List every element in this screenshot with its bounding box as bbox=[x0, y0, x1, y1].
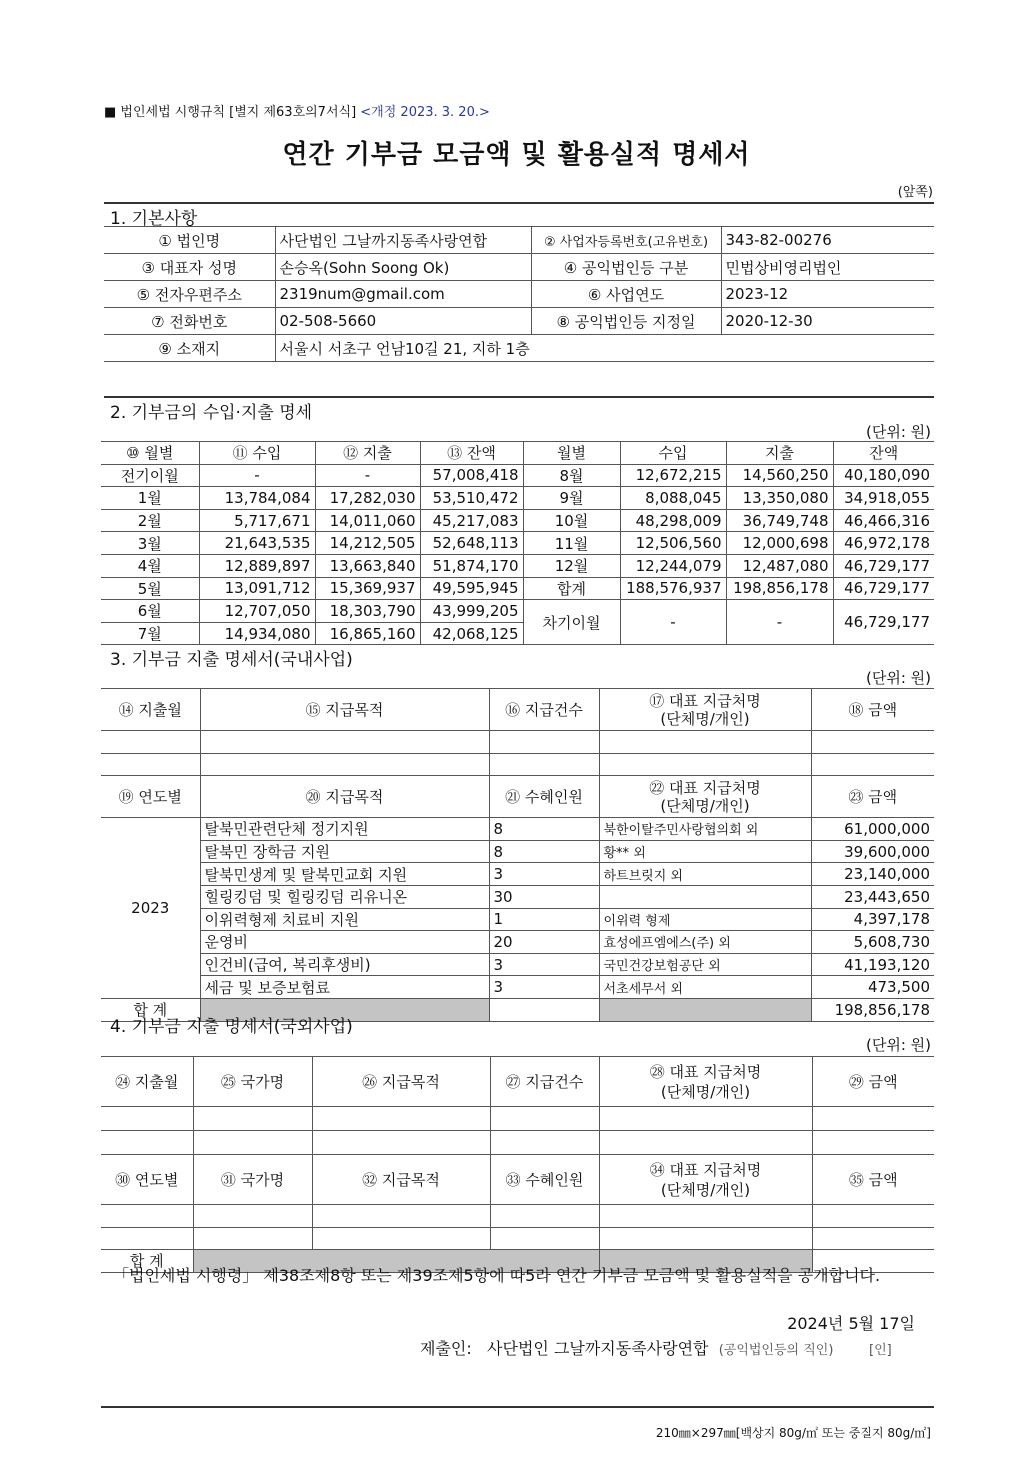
header-line: (단체명/개인) bbox=[660, 796, 750, 815]
table-row bbox=[101, 487, 934, 510]
table-header-row bbox=[101, 776, 934, 818]
column-header: ⑭ 지출월 bbox=[101, 689, 200, 731]
header-line: (단체명/개인) bbox=[660, 1180, 751, 1199]
income-expense-table bbox=[101, 441, 934, 645]
count-cell: 8 bbox=[489, 840, 599, 863]
table-row bbox=[101, 818, 934, 841]
recipient-cell: 북한이탈주민사랑협의회 외 bbox=[599, 818, 811, 841]
field-value: 343-82-00276 bbox=[721, 227, 934, 254]
domestic-expense-table bbox=[101, 688, 934, 1022]
table-cell: - bbox=[199, 464, 315, 487]
carry-cell: 차기이월 bbox=[523, 600, 620, 645]
table-header-row bbox=[101, 689, 934, 731]
field-value: 02-508-5660 bbox=[275, 308, 531, 335]
purpose-cell: 탈북민관련단체 정기지원 bbox=[200, 818, 489, 841]
amount-cell: 23,140,000 bbox=[811, 863, 934, 886]
table-cell: 12,672,215 bbox=[620, 464, 726, 487]
section-domestic-title: 3. 기부금 지출 명세서(국내사업) bbox=[110, 650, 353, 670]
table-row bbox=[101, 953, 934, 976]
table-cell: 14,011,060 bbox=[315, 509, 420, 532]
empty-cell bbox=[599, 731, 811, 754]
table-cell: 12,244,079 bbox=[620, 554, 726, 577]
recipient-cell: 서초세무서 외 bbox=[599, 976, 811, 999]
table-cell: 49,595,945 bbox=[420, 577, 523, 600]
empty-cell bbox=[490, 1205, 599, 1228]
total-amount: 198,856,178 bbox=[811, 998, 934, 1021]
amount-cell: 23,443,650 bbox=[811, 885, 934, 908]
column-header: 수입 bbox=[620, 442, 726, 465]
empty-cell bbox=[490, 1107, 599, 1131]
empty-cell bbox=[101, 1227, 193, 1250]
table-cell: 12,487,080 bbox=[726, 554, 833, 577]
column-header bbox=[599, 689, 811, 731]
table-cell: 13,784,084 bbox=[199, 487, 315, 510]
amount-cell: 41,193,120 bbox=[811, 953, 934, 976]
empty-cell bbox=[101, 1205, 193, 1228]
submission-date: 2024년 5월 17일 bbox=[787, 1314, 915, 1333]
table-cell: 198,856,178 bbox=[726, 577, 833, 600]
closing-statement: 「법인세법 시행령」 제38조제8항 또는 제39조제5항에 따5라 연간 기부금 모금액 및 활용실적을 공개합니다. bbox=[113, 1266, 881, 1285]
basic-info-row bbox=[104, 281, 934, 308]
amount-cell: 39,600,000 bbox=[811, 840, 934, 863]
table-cell: 51,874,170 bbox=[420, 554, 523, 577]
column-header: ㉗ 지급건수 bbox=[490, 1057, 599, 1107]
purpose-cell: 세금 및 보증보험료 bbox=[200, 976, 489, 999]
section-rule bbox=[104, 202, 934, 204]
empty-cell bbox=[490, 1131, 599, 1155]
column-header: ⑯ 지급건수 bbox=[489, 689, 599, 731]
empty-cell bbox=[489, 998, 599, 1021]
table-row bbox=[101, 600, 934, 623]
submitter: 제출인: 사단법인 그날까지동족사랑연합 (공익법인등의 직인) [인] bbox=[420, 1339, 892, 1358]
field-label: ⑦ 전화번호 bbox=[104, 308, 275, 335]
empty-cell bbox=[200, 753, 489, 776]
table-cell: 21,643,535 bbox=[199, 532, 315, 555]
purpose-cell: 탈북민 장학금 지원 bbox=[200, 840, 489, 863]
unit-label: (단위: 원) bbox=[866, 669, 931, 687]
table-cell: 8월 bbox=[523, 464, 620, 487]
empty-cell bbox=[812, 1227, 934, 1250]
table-cell: 13,091,712 bbox=[199, 577, 315, 600]
table-row bbox=[101, 863, 934, 886]
empty-row bbox=[101, 731, 934, 754]
column-header: ㉟ 금액 bbox=[812, 1155, 934, 1205]
table-cell: 52,648,113 bbox=[420, 532, 523, 555]
empty-cell bbox=[312, 1107, 490, 1131]
table-cell: 13,350,080 bbox=[726, 487, 833, 510]
empty-cell bbox=[811, 753, 934, 776]
purpose-cell: 힐링킹덤 및 힐링킹덤 리유니온 bbox=[200, 885, 489, 908]
overseas-expense-table bbox=[101, 1056, 934, 1273]
amount-cell: 5,608,730 bbox=[811, 931, 934, 954]
column-header: 지출 bbox=[726, 442, 833, 465]
unit-label: (단위: 원) bbox=[866, 423, 931, 441]
table-cell: 12,506,560 bbox=[620, 532, 726, 555]
column-header bbox=[599, 1155, 812, 1205]
empty-cell bbox=[101, 753, 200, 776]
header-line: (단체명/개인) bbox=[660, 1082, 751, 1101]
table-cell: 57,008,418 bbox=[420, 464, 523, 487]
section-income-title: 2. 기부금의 수입·지출 명세 bbox=[110, 403, 313, 423]
form-reference: ■ 법인세법 시행규칙 [별지 제63호의7서식] <개정 2023. 3. 20.> bbox=[104, 105, 490, 120]
field-label: ⑥ 사업연도 bbox=[531, 281, 721, 308]
table-cell: - bbox=[315, 464, 420, 487]
carry-cell: 46,729,177 bbox=[833, 600, 934, 645]
column-header bbox=[599, 1057, 812, 1107]
table-cell: 5월 bbox=[101, 577, 199, 600]
empty-row bbox=[101, 1107, 934, 1131]
table-row bbox=[101, 885, 934, 908]
empty-cell bbox=[101, 731, 200, 754]
column-header: ㉑ 수혜인원 bbox=[489, 776, 599, 818]
front-side-label: (앞쪽) bbox=[897, 185, 933, 200]
empty-cell bbox=[193, 1205, 312, 1228]
basic-info-row bbox=[104, 254, 934, 281]
total-label: 합 계 bbox=[101, 1250, 193, 1273]
table-row bbox=[101, 554, 934, 577]
empty-cell bbox=[193, 1107, 312, 1131]
field-label: ③ 대표자 성명 bbox=[104, 254, 275, 281]
revision-note: <개정 2023. 3. 20.> bbox=[360, 105, 490, 120]
table-cell: 13,663,840 bbox=[315, 554, 420, 577]
table-cell: 합계 bbox=[523, 577, 620, 600]
table-cell: 14,934,080 bbox=[199, 622, 315, 645]
table-row bbox=[101, 908, 934, 931]
empty-cell bbox=[599, 1131, 812, 1155]
field-value: 손승옥(Sohn Soong Ok) bbox=[275, 254, 531, 281]
empty-cell bbox=[599, 1227, 812, 1250]
table-cell: 9월 bbox=[523, 487, 620, 510]
table-cell: 1월 bbox=[101, 487, 199, 510]
column-header: ㉛ 국가명 bbox=[193, 1155, 312, 1205]
table-cell: 34,918,055 bbox=[833, 487, 934, 510]
field-label: ② 사업자등록번호(고유번호) bbox=[531, 227, 721, 254]
header-line: (단체명/개인) bbox=[660, 709, 750, 728]
column-header: ⑲ 연도별 bbox=[101, 776, 200, 818]
empty-cell bbox=[599, 753, 811, 776]
count-cell: 8 bbox=[489, 818, 599, 841]
table-cell: 12,707,050 bbox=[199, 600, 315, 623]
header-line: ⑰ 대표 지급처명 bbox=[649, 691, 761, 710]
table-cell: 42,068,125 bbox=[420, 622, 523, 645]
seal-mark: [인] bbox=[869, 1343, 892, 1358]
section-overseas-title: 4. 기부금 지출 명세서(국외사업) bbox=[110, 1017, 353, 1037]
table-cell: 14,212,505 bbox=[315, 532, 420, 555]
amount-cell: 4,397,178 bbox=[811, 908, 934, 931]
purpose-cell: 이위력형제 치료비 지원 bbox=[200, 908, 489, 931]
empty-cell bbox=[101, 1107, 193, 1131]
field-label: ⑤ 전자우편주소 bbox=[104, 281, 275, 308]
field-label: ⑨ 소재지 bbox=[104, 335, 275, 362]
column-header bbox=[599, 776, 811, 818]
empty-cell bbox=[312, 1205, 490, 1228]
table-cell: 5,717,671 bbox=[199, 509, 315, 532]
column-header: ㉓ 금액 bbox=[811, 776, 934, 818]
header-line: ㉞ 대표 지급처명 bbox=[649, 1160, 762, 1179]
recipient-cell: 효성에프엠에스(주) 외 bbox=[599, 931, 811, 954]
table-cell: 43,999,205 bbox=[420, 600, 523, 623]
empty-cell bbox=[811, 731, 934, 754]
table-cell: 14,560,250 bbox=[726, 464, 833, 487]
table-header-row bbox=[101, 1057, 934, 1107]
empty-cell bbox=[489, 731, 599, 754]
column-header: ⑮ 지급목적 bbox=[200, 689, 489, 731]
address-value: 서울시 서초구 언남10길 21, 지하 1층 bbox=[275, 335, 934, 362]
empty-cell bbox=[101, 1131, 193, 1155]
table-row bbox=[101, 931, 934, 954]
empty-row bbox=[101, 1227, 934, 1250]
column-header: ㉙ 금액 bbox=[812, 1057, 934, 1107]
table-cell: 36,749,748 bbox=[726, 509, 833, 532]
amount-cell: 61,000,000 bbox=[811, 818, 934, 841]
table-row bbox=[101, 840, 934, 863]
table-cell: 188,576,937 bbox=[620, 577, 726, 600]
table-row bbox=[101, 509, 934, 532]
table-row bbox=[101, 976, 934, 999]
column-header: ⑳ 지급목적 bbox=[200, 776, 489, 818]
column-header: 잔액 bbox=[833, 442, 934, 465]
column-header: 월별 bbox=[523, 442, 620, 465]
empty-cell bbox=[200, 731, 489, 754]
column-header: ㉚ 연도별 bbox=[101, 1155, 193, 1205]
column-header: ㉖ 지급목적 bbox=[312, 1057, 490, 1107]
empty-cell bbox=[489, 753, 599, 776]
table-cell: 10월 bbox=[523, 509, 620, 532]
unit-label: (단위: 원) bbox=[866, 1036, 931, 1054]
column-header: ㉝ 수혜인원 bbox=[490, 1155, 599, 1205]
bottom-rule bbox=[101, 1406, 934, 1408]
column-header: ⑫ 지출 bbox=[315, 442, 420, 465]
column-header: ㉔ 지출월 bbox=[101, 1057, 193, 1107]
empty-cell bbox=[193, 1227, 312, 1250]
table-cell: 4월 bbox=[101, 554, 199, 577]
empty-cell bbox=[812, 1107, 934, 1131]
carry-cell: - bbox=[726, 600, 833, 645]
table-cell: 12,000,698 bbox=[726, 532, 833, 555]
table-cell: 11월 bbox=[523, 532, 620, 555]
empty-cell bbox=[599, 1107, 812, 1131]
empty-cell bbox=[193, 1131, 312, 1155]
empty-cell bbox=[812, 1131, 934, 1155]
table-cell: 15,369,937 bbox=[315, 577, 420, 600]
empty-cell bbox=[599, 1205, 812, 1228]
purpose-cell: 인건비(급여, 복리후생비) bbox=[200, 953, 489, 976]
column-header: ⑬ 잔액 bbox=[420, 442, 523, 465]
field-value: 민법상비영리법인 bbox=[721, 254, 934, 281]
table-cell: 46,466,316 bbox=[833, 509, 934, 532]
empty-row bbox=[101, 1205, 934, 1228]
table-cell: 2월 bbox=[101, 509, 199, 532]
empty-cell bbox=[312, 1227, 490, 1250]
column-header: ㉜ 지급목적 bbox=[312, 1155, 490, 1205]
column-header: ⑩ 월별 bbox=[101, 442, 199, 465]
field-value: 2020-12-30 bbox=[721, 308, 934, 335]
table-cell: 18,303,790 bbox=[315, 600, 420, 623]
count-cell: 1 bbox=[489, 908, 599, 931]
table-cell: 16,865,160 bbox=[315, 622, 420, 645]
table-row bbox=[101, 577, 934, 600]
count-cell: 3 bbox=[489, 863, 599, 886]
basic-info-row bbox=[104, 335, 934, 362]
table-cell: 8,088,045 bbox=[620, 487, 726, 510]
header-line: ㉘ 대표 지급처명 bbox=[649, 1062, 762, 1081]
table-cell: 17,282,030 bbox=[315, 487, 420, 510]
recipient-cell bbox=[599, 885, 811, 908]
table-cell: 46,972,178 bbox=[833, 532, 934, 555]
purpose-cell: 운영비 bbox=[200, 931, 489, 954]
recipient-cell: 하트브릿지 외 bbox=[599, 863, 811, 886]
count-cell: 3 bbox=[489, 953, 599, 976]
table-cell: 45,217,083 bbox=[420, 509, 523, 532]
table-header-row bbox=[101, 1155, 934, 1205]
purpose-cell: 탈북민생계 및 탈북민교회 지원 bbox=[200, 863, 489, 886]
paper-spec: 210㎜×297㎜[백상지 80g/㎡ 또는 중질지 80g/㎡] bbox=[655, 1426, 931, 1440]
document-title: 연간 기부금 모금액 및 활용실적 명세서 bbox=[282, 140, 751, 170]
field-value: 2319num@gmail.com bbox=[275, 281, 531, 308]
basic-info-table bbox=[104, 226, 934, 362]
recipient-cell: 국민건강보험공단 외 bbox=[599, 953, 811, 976]
empty-cell bbox=[812, 1205, 934, 1228]
table-cell: 7월 bbox=[101, 622, 199, 645]
table-cell: 46,729,177 bbox=[833, 577, 934, 600]
count-cell: 20 bbox=[489, 931, 599, 954]
count-cell: 30 bbox=[489, 885, 599, 908]
empty-cell bbox=[490, 1227, 599, 1250]
table-cell: 12월 bbox=[523, 554, 620, 577]
recipient-cell: 황** 외 bbox=[599, 840, 811, 863]
table-cell: 6월 bbox=[101, 600, 199, 623]
table-cell: 46,729,177 bbox=[833, 554, 934, 577]
section-basic-title: 1. 기본사항 bbox=[110, 209, 198, 229]
field-value: 2023-12 bbox=[721, 281, 934, 308]
table-cell: 40,180,090 bbox=[833, 464, 934, 487]
table-cell: 53,510,472 bbox=[420, 487, 523, 510]
field-value: 사단법인 그날까지동족사랑연합 bbox=[275, 227, 531, 254]
column-header: ㉕ 국가명 bbox=[193, 1057, 312, 1107]
table-cell: 전기이월 bbox=[101, 464, 199, 487]
column-header: ⑱ 금액 bbox=[811, 689, 934, 731]
field-label: ④ 공익법인등 구분 bbox=[531, 254, 721, 281]
table-header-row bbox=[101, 442, 934, 465]
carry-cell: - bbox=[620, 600, 726, 645]
amount-cell: 473,500 bbox=[811, 976, 934, 999]
basic-info-row bbox=[104, 227, 934, 254]
recipient-cell: 이위력 형제 bbox=[599, 908, 811, 931]
count-cell: 3 bbox=[489, 976, 599, 999]
year-cell: 2023 bbox=[101, 818, 200, 999]
empty-cell bbox=[312, 1131, 490, 1155]
table-cell: 48,298,009 bbox=[620, 509, 726, 532]
header-line: ㉒ 대표 지급처명 bbox=[649, 778, 761, 797]
shaded-cell bbox=[599, 998, 811, 1021]
basic-info-row bbox=[104, 308, 934, 335]
column-header: ⑪ 수입 bbox=[199, 442, 315, 465]
empty-row bbox=[101, 1131, 934, 1155]
table-row bbox=[101, 464, 934, 487]
table-cell: 12,889,897 bbox=[199, 554, 315, 577]
empty-row bbox=[101, 753, 934, 776]
field-label: ① 법인명 bbox=[104, 227, 275, 254]
table-row bbox=[101, 532, 934, 555]
total-label: 합 계 bbox=[101, 998, 200, 1021]
field-label: ⑧ 공익법인등 지정일 bbox=[531, 308, 721, 335]
table-cell: 3월 bbox=[101, 532, 199, 555]
